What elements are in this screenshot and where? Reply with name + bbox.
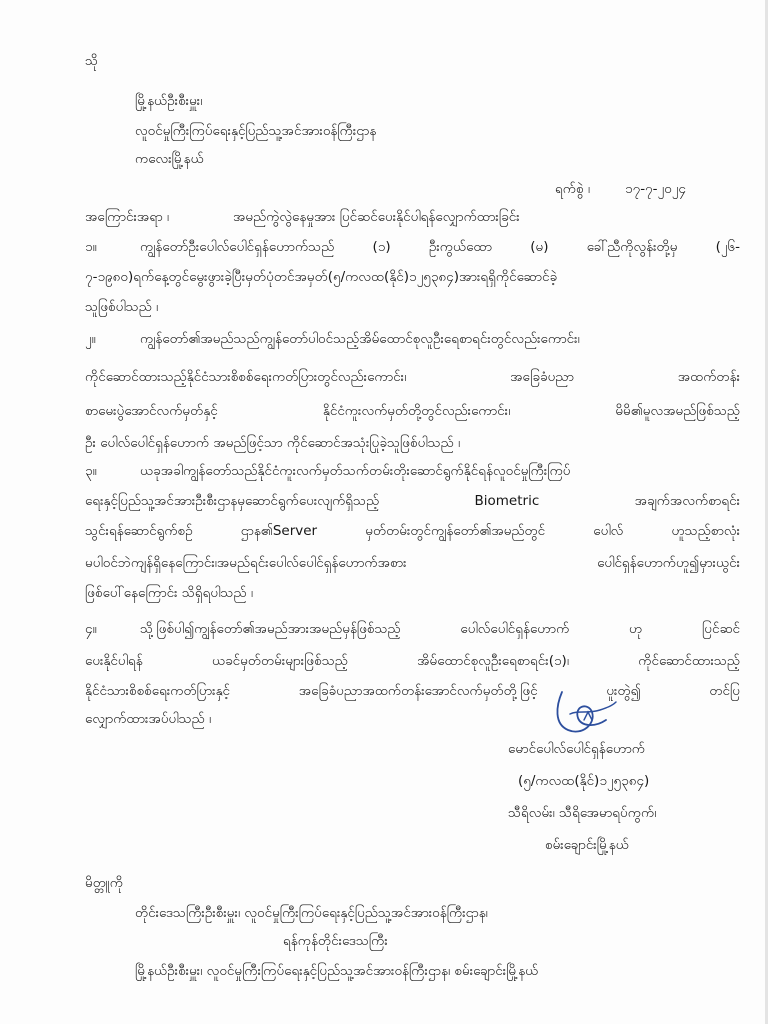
paragraph-number: ၃။ — [85, 463, 97, 479]
paragraph-number: ၄။ — [85, 621, 97, 637]
date-value: ၁၇-၇-၂၀၂၄ — [625, 181, 686, 197]
paragraph-line: သွင်းရန်ဆောင်ရွက်စဉ် ဌာန၏Server မှတ်တမ်းတွင်ကျွန်တော်၏အမည်တွင် ပေါလ် ဟူသည့်စာလုံး — [85, 523, 740, 539]
copy-to-line: တိုင်းဒေသကြီးဦးစီးမှူး၊ လူဝင်မှုကြီးကြပ်ရေးနှင့်ပြည်သူ့အင်အားဝန်ကြီးဌာန၊ — [135, 905, 488, 921]
paragraph-line: နိုင်ငံသားစိစစ်ရေးကတ်ပြားနှင့် အခြေခံပညာအထက်တန်းအောင်လက်မှတ်တို့ဖြင့် ပူးတွဲ၍ တင်ပြ — [85, 683, 740, 699]
paragraph-number: ၁။ — [85, 239, 97, 255]
signer-address-township: စမ်းချောင်းမြို့နယ် — [545, 837, 629, 853]
paragraph-line: စာမေးပွဲအောင်လက်မှတ်နှင့် နိုင်ငံကူးလက်မှတ်တို့တွင်လည်းကောင်း၊ မိမိ၏မူလအမည်ဖြစ်သည့် — [85, 403, 740, 419]
addressee-township: ကလေးမြို့နယ် — [135, 151, 204, 167]
addressee-title: မြို့နယ်ဦးစီးမှူး၊ — [135, 93, 203, 109]
paragraph-line: ကျွန်တော်ဦးပေါလ်ပေါင်ရှန်ဟောက်သည် (၁) ဦးကွယ်ထော (မ) ခေါ်ညီကိုလွန်းတို့မှ (၂၆- — [140, 239, 740, 255]
signer-name: မောင်ပေါလ်ပေါင်ရှန်ဟောက် — [508, 741, 645, 757]
paragraph-line: ၇-၁၉၈၀)ရက်နေ့တွင်မွေးဖွားခဲ့ပြီးမှတ်ပုံတင်အမှတ်(၅/ကလထ(နိုင်)၁၂၅၃၈၄)အားရရှိကိုင်ဆောင်ခဲ့ — [85, 269, 558, 285]
paragraph-line: မပါဝင်ဘဲကျန်ရှိနေကြောင်း၊အမည်ရင်းပေါလ်ပေါင်ရှန်ဟောက်အစား ပေါင်ရှန်ဟောက်ဟူ၍မှားယွင်း — [85, 555, 740, 571]
paragraph-line: ပေးနိုင်ပါရန် ယခင်မှတ်တမ်းများဖြစ်သည့် အိမ်ထောင်စုလူဦးရေစာရင်း(၁)၊ ကိုင်ဆောင်ထားသည့် — [85, 653, 740, 669]
paragraph-line: သူဖြစ်ပါသည် ၊ — [85, 299, 159, 315]
date-label: ရက်စွဲ ၊ — [555, 181, 590, 197]
paragraph-line: ရေးနှင့်ပြည်သူ့အင်အားဦးစီးဌာနမှဆောင်ရွက်ပေးလျက်ရှိသည့် Biometric အချက်အလက်စာရင်း — [85, 493, 740, 509]
to-label: သို — [85, 53, 99, 69]
paragraph-number: ၂။ — [85, 331, 96, 347]
subject-label: အကြောင်းအရာ ၊ — [85, 209, 170, 225]
copy-to-label: မိတ္တူကို — [85, 875, 123, 891]
signer-nrc: (၅/ကလထ(နိုင်)၁၂၅၃၈၄) — [518, 773, 650, 789]
copy-to-line: ရန်ကုန်တိုင်းဒေသကြီး — [283, 933, 388, 949]
signer-address-street: သီရိလမ်း၊ သီရိအေမာရပ်ကွက်၊ — [508, 805, 657, 821]
subject-text: အမည်ကွဲလွဲနေမှုအား ပြင်ဆင်ပေးနိုင်ပါရန်လျှောက်ထားခြင်း — [233, 209, 520, 225]
paragraph-line: ဖြစ်ပေါ်နေကြောင်း သိရှိရပါသည် ၊ — [85, 585, 253, 601]
handwritten-signature — [548, 684, 620, 744]
paragraph-line: ဦး ပေါလ်ပေါင်ရှန်ဟောက် အမည်ဖြင့်သာ ကိုင်ဆောင်အသုံးပြုခဲ့သူဖြစ်ပါသည် ၊ — [85, 435, 461, 451]
addressee-department: လူဝင်မှုကြီးကြပ်ရေးနှင့်ပြည်သူ့အင်အားဝန်ကြီးဌာန — [135, 123, 377, 139]
paragraph-line: ကိုင်ဆောင်ထားသည့်နိုင်ငံသားစိစစ်ရေးကတ်ပြားတွင်လည်းကောင်း၊ အခြေခံပညာ အထက်တန်း — [85, 369, 740, 385]
paragraph-line: ကျွန်တော်၏အမည်သည်ကျွန်တော်ပါဝင်သည့်အိမ်ထောင်စုလူဦးရေစာရင်းတွင်လည်းကောင်း၊ — [140, 331, 580, 347]
paragraph-line: လျှောက်ထားအပ်ပါသည် ၊ — [85, 711, 212, 727]
paragraph-line: သို့ဖြစ်ပါ၍ကျွန်တော်၏အမည်အားအမည်မှန်ဖြစ်သည့် ပေါလ်ပေါင်ရှန်ဟောက် ဟု ပြင်ဆင် — [140, 621, 740, 637]
paragraph-line: ယခုအခါကျွန်တော်သည်နိုင်ငံကူးလက်မှတ်သက်တမ်းတိုးဆောင်ရွက်နိုင်ရန်လူဝင်မှုကြီးကြပ် — [140, 463, 571, 479]
copy-to-line: မြို့နယ်ဦးစီးမှူး၊ လူဝင်မှုကြီးကြပ်ရေးနှင့်ပြည်သူ့အင်အားဝန်ကြီးဌာန၊ စမ်းချောင်းမြို့နယ် — [135, 963, 539, 979]
